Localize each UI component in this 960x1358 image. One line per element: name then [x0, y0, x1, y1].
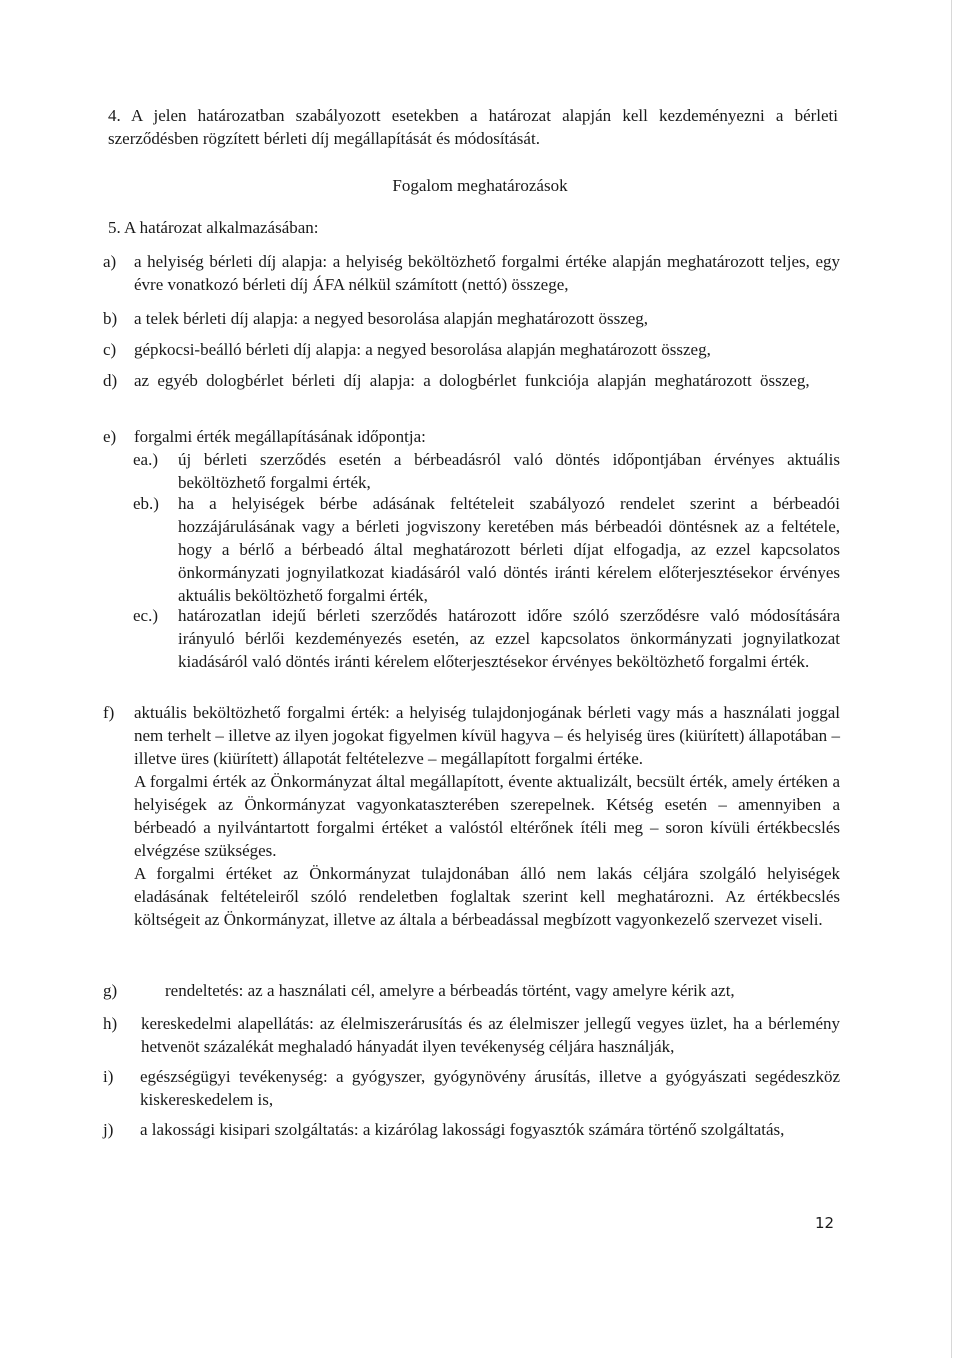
definition-a	[103, 250, 840, 296]
section-4-paragraph: 4. A jelen határozatban szabályozott esetekben a határozat alapján kell kezdeményezni a bérleti szerződésben rögzített bérleti díj megállapítását és módosítását.	[108, 106, 838, 148]
definition-label: g)	[103, 981, 118, 1000]
definition-g	[103, 979, 840, 1002]
subitem-text: ha a helyiségek bérbe adásának feltételeit szabályozó rendelet szerint a bérbeadói hozzájárulásának vagy a bérleti jogviszony keretében más bérbeadói döntésnek az a feltétele, hogy a bérlő a bérbeadó által meghatározott bérleti díjat elfogadja, az ezzel kapcsolatos önkormányzati jognyilatkozat kiadásáról való döntés iránti kérelem előterjesztésekor érvényes aktuális beköltözhető forgalmi érték,	[178, 494, 840, 605]
definition-text: egészségügyi tevékenység: a gyógyszer, gyógynövény árusítás, illetve a gyógyászati segédeszköz kiskereskedelem is,	[140, 1067, 840, 1109]
section-5-intro: 5. A határozat alkalmazásában:	[108, 218, 319, 237]
subitem-label: eb.)	[133, 494, 159, 513]
definition-i	[103, 1065, 840, 1111]
subitem-ec	[133, 604, 840, 673]
definition-label: f)	[103, 703, 115, 722]
definition-label: c)	[103, 340, 117, 359]
definition-label: a)	[103, 252, 117, 271]
definition-f-paragraph-2: A forgalmi érték az Önkormányzat által megállapított, évente aktualizált, becsült érték, amely értéken a helyiségek az Önkormányzat vagyonkataszterében szerepelnek. Kétség esetén – amennyiben a bérbeadó a nyilvántartott forgalmi értéket a valóstól eltérőnek ítéli meg – soron kívüli értékbecslés elvégzése szükséges.	[134, 772, 840, 860]
definition-text: rendeltetés: az a használati cél, amelyre a bérbeadás történt, vagy amelyre kérik azt,	[165, 981, 735, 1000]
section-heading: Fogalom meghatározások	[392, 176, 568, 195]
definition-label: e)	[103, 427, 117, 446]
definition-text: a lakossági kisipari szolgáltatás: a kizárólag lakossági fogyasztók számára történő szolgáltatás,	[140, 1120, 785, 1139]
definition-label: i)	[103, 1067, 114, 1086]
subitem-label: ea.)	[133, 450, 159, 469]
definition-f	[103, 701, 840, 931]
definition-h	[103, 1012, 840, 1058]
definition-text: a helyiség bérleti díj alapja: a helyiség beköltözhető forgalmi értéke alapján meghatározott teljes, egy évre vonatkozó bérleti díj ÁFA nélkül számított (nettó) összege,	[134, 252, 840, 294]
page-number: 12	[815, 1214, 835, 1232]
subitem-label: ec.)	[133, 606, 159, 625]
scan-edge-line	[951, 0, 952, 1358]
definition-j	[103, 1118, 840, 1141]
definition-c	[103, 338, 840, 361]
subitem-eb	[133, 492, 840, 607]
definition-label: j)	[103, 1120, 114, 1139]
definition-label: d)	[103, 371, 118, 390]
definition-b	[103, 307, 840, 330]
definition-text: az egyéb dologbérlet bérleti díj alapja: a dologbérlet funkciója alapján meghatározott összeg,	[134, 371, 810, 390]
definition-e	[103, 425, 840, 448]
subitem-ea	[133, 448, 840, 494]
definition-text: a telek bérleti díj alapja: a negyed besorolása alapján meghatározott összeg,	[134, 309, 649, 328]
definition-text: kereskedelmi alapellátás: az élelmiszerárusítás és az élelmiszer jellegű vegyes üzlet, ha a bérlemény hetvenöt százalékát meghaladó hányadát ilyen tevékenység céljára használják,	[141, 1014, 840, 1056]
definition-label: h)	[103, 1014, 118, 1033]
definition-text: gépkocsi-beálló bérleti díj alapja: a negyed besorolása alapján meghatározott összeg,	[134, 340, 711, 359]
definition-text: forgalmi érték megállapításának időpontja:	[134, 427, 426, 446]
subitem-text: új bérleti szerződés esetén a bérbeadásról való döntés időpontjában érvényes aktuális beköltözhető forgalmi érték,	[178, 450, 840, 492]
subitem-text: határozatlan idejű bérleti szerződés határozott időre szóló szerződésre való módosítására irányuló bérlői kezdeményezés esetén, az ezzel kapcsolatos önkormányzati jognyilatkozat kiadásáról való döntés iránti kérelem előterjesztésekor érvényes beköltözhető forgalmi érték.	[178, 606, 840, 671]
definition-f-paragraph-3: A forgalmi értéket az Önkormányzat tulajdonában álló nem lakás céljára szolgáló helyiségek eladásának feltételeiről szóló rendeletben foglaltak szerint kell meghatározni. Az értékbecslés költségeit az Önkormányzat, illetve az általa a bérbeadással megbízott vagyonkezelő szervezet viseli.	[134, 864, 840, 929]
definition-label: b)	[103, 309, 118, 328]
definition-d	[103, 369, 840, 392]
definition-text: aktuális beköltözhető forgalmi érték: a helyiség tulajdonjogának bérleti vagy más a használati joggal nem terhelt – illetve az ilyen jogokat figyelmen kívül hagyva – és helyiség üres (kiürített) állapotában – illetve üres (kiürített) állapotát feltételezve – megállapított forgalmi értéke.	[134, 703, 840, 768]
